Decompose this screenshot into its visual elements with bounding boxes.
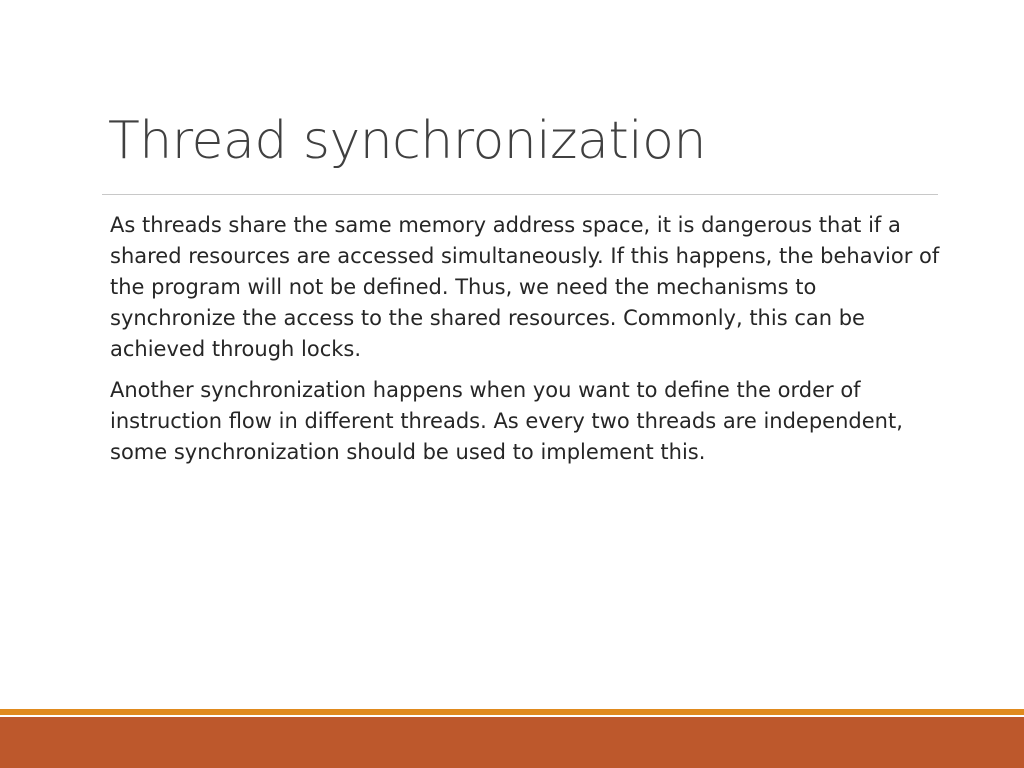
- body-paragraph-1: As threads share the same memory address space, it is dangerous that if a shared resources are accessed simultaneously. If this happens, the behavior of the program will not be defined. Thus, we need the mechanisms to synchronize the access to the shared resources. Commonly, this can be achieved through locks.: [110, 213, 940, 361]
- footer-bar: [0, 717, 1024, 768]
- body-paragraph-2: Another synchronization happens when you want to define the order of instruction flow in different threads. As every two threads are independent, some synchronization should be used to implement this.: [110, 378, 903, 464]
- title-divider: [102, 194, 938, 195]
- slide-body: [110, 210, 940, 478]
- slide-title: Thread synchronization: [108, 111, 706, 171]
